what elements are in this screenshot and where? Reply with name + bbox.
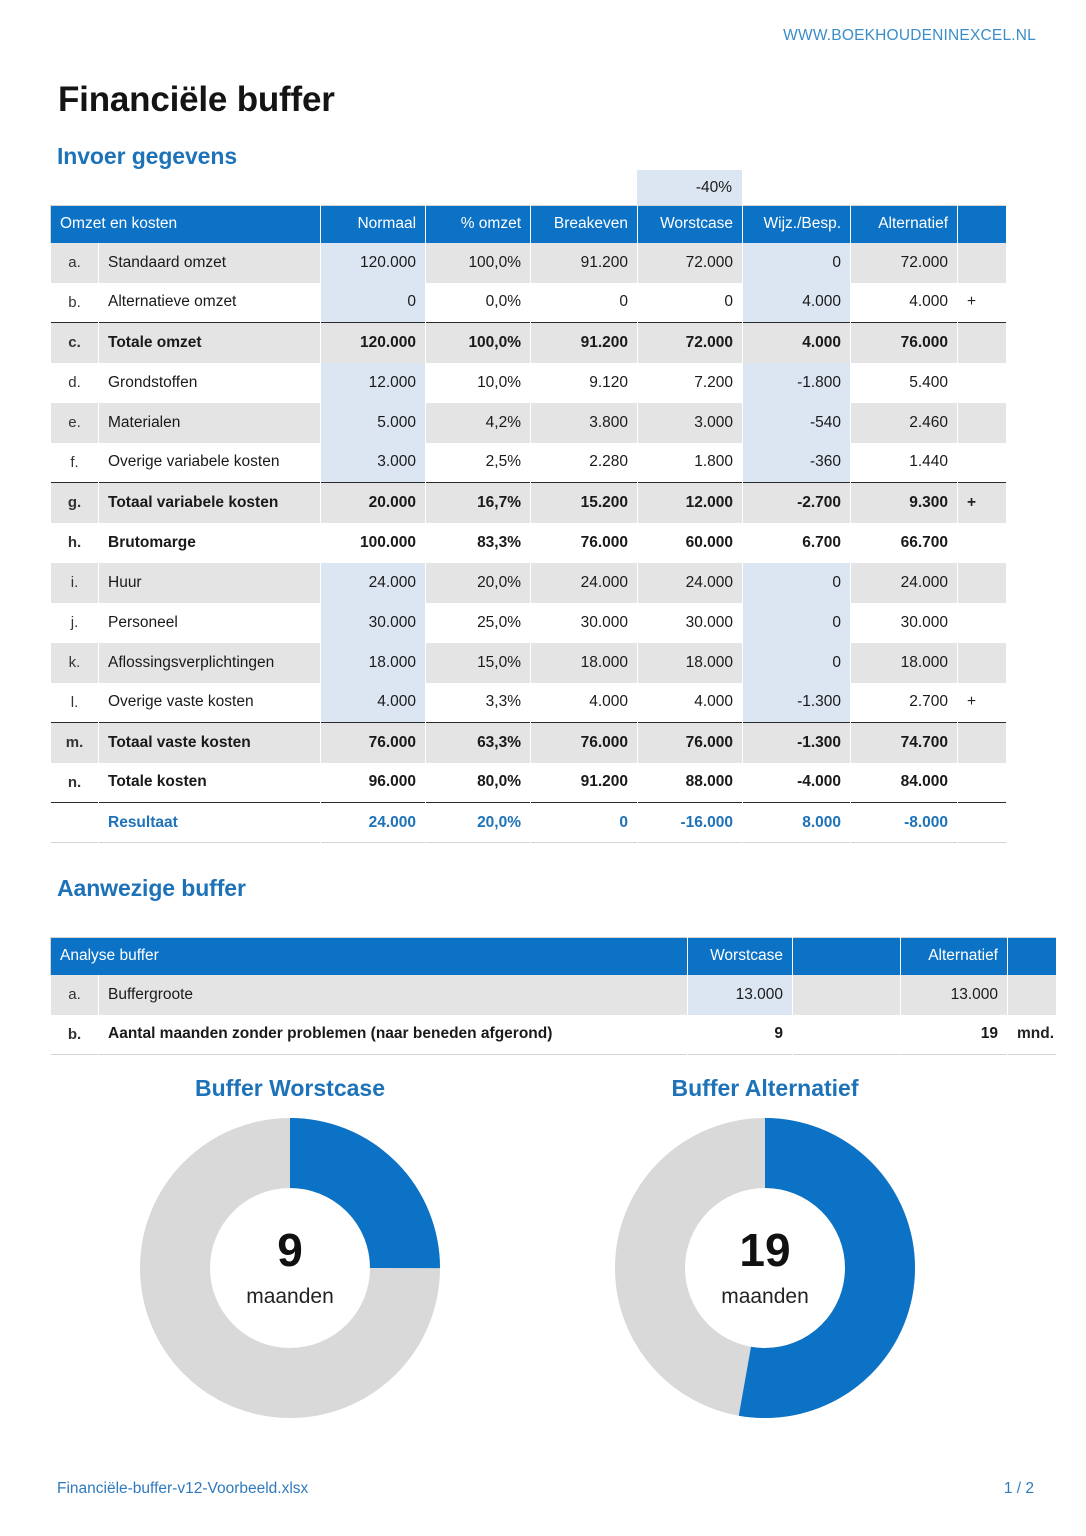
table-row: [51, 243, 1007, 283]
buffer-table-header-row: [51, 938, 1057, 975]
cell-alternatief: 24.000: [851, 563, 958, 603]
buffer-cell-alternatief: 19: [901, 1015, 1008, 1055]
row-label: Totale omzet: [99, 323, 321, 363]
table-row: [51, 563, 1007, 603]
cell-worstcase: 1.800: [638, 443, 743, 483]
cell-wijziging-besparing: 6.700: [743, 523, 851, 563]
buffer-col-header-unit: [1008, 938, 1057, 975]
cell-breakeven: 4.000: [531, 683, 638, 723]
row-label: Overige vaste kosten: [99, 683, 321, 723]
cell-normaal: 20.000: [321, 483, 426, 523]
row-label: Materialen: [99, 403, 321, 443]
cell-breakeven: 91.200: [531, 323, 638, 363]
table-row: [51, 283, 1007, 323]
cell-wijziging-besparing: -1.300: [743, 723, 851, 763]
result-worstcase: -16.000: [638, 803, 743, 843]
cell-plus-marker: [958, 563, 1007, 603]
row-index: h.: [51, 523, 99, 563]
cell-wijziging-besparing[interactable]: 4.000: [743, 283, 851, 323]
cell-breakeven: 76.000: [531, 523, 638, 563]
cell-plus-marker: [958, 643, 1007, 683]
buffer-cell-blank: [793, 975, 901, 1015]
cell-plus-marker: [958, 363, 1007, 403]
cell-worstcase: 12.000: [638, 483, 743, 523]
table-row: [51, 483, 1007, 523]
cell-wijziging-besparing[interactable]: -1.300: [743, 683, 851, 723]
donut-center-worstcase: [140, 1118, 440, 1418]
cell-worstcase: 72.000: [638, 243, 743, 283]
row-index: e.: [51, 403, 99, 443]
cell-plus-marker: [958, 723, 1007, 763]
row-index: k.: [51, 643, 99, 683]
cell-plus-marker: [958, 603, 1007, 643]
cell-pct-omzet: 10,0%: [426, 363, 531, 403]
cell-wijziging-besparing[interactable]: 0: [743, 243, 851, 283]
cell-pct-omzet: 2,5%: [426, 443, 531, 483]
cell-normaal[interactable]: 4.000: [321, 683, 426, 723]
donut-unit-alternatief: maanden: [721, 1285, 809, 1308]
row-index: i.: [51, 563, 99, 603]
chart-title-worstcase: Buffer Worstcase: [194, 1075, 386, 1101]
donut-wrap-worstcase: [140, 1118, 440, 1418]
cell-normaal[interactable]: 0: [321, 283, 426, 323]
cell-wijziging-besparing[interactable]: -540: [743, 403, 851, 443]
cell-alternatief: 72.000: [851, 243, 958, 283]
row-label: Totaal vaste kosten: [99, 723, 321, 763]
cell-wijziging-besparing[interactable]: 0: [743, 603, 851, 643]
result-index: [51, 803, 99, 843]
donut-value-alternatief: 19: [739, 1224, 791, 1276]
cell-alternatief: 84.000: [851, 763, 958, 803]
cell-breakeven: 18.000: [531, 643, 638, 683]
buffer-cell-unit: [1008, 975, 1057, 1015]
col-header-1: Normaal: [321, 206, 426, 243]
cell-breakeven: 91.200: [531, 763, 638, 803]
cell-breakeven: 0: [531, 283, 638, 323]
cell-alternatief: 74.700: [851, 723, 958, 763]
cell-breakeven: 2.280: [531, 443, 638, 483]
cell-worstcase: 76.000: [638, 723, 743, 763]
buffer-row-index: b.: [51, 1015, 99, 1055]
cell-pct-omzet: 63,3%: [426, 723, 531, 763]
cell-normaal: 100.000: [321, 523, 426, 563]
result-plus-marker: [958, 803, 1007, 843]
col-header-3: Breakeven: [531, 206, 638, 243]
chart-buffer-worstcase: [55, 1075, 525, 1418]
cell-pct-omzet: 83,3%: [426, 523, 531, 563]
cell-plus-marker: [958, 443, 1007, 483]
cell-pct-omzet: 3,3%: [426, 683, 531, 723]
result-label: Resultaat: [99, 803, 321, 843]
row-index: c.: [51, 323, 99, 363]
cell-normaal[interactable]: 18.000: [321, 643, 426, 683]
row-index: f.: [51, 443, 99, 483]
row-label: Overige variabele kosten: [99, 443, 321, 483]
table-row: [51, 643, 1007, 683]
table-row: [51, 323, 1007, 363]
col-header-label: Omzet en kosten: [51, 206, 321, 243]
table-row: [51, 523, 1007, 563]
cell-breakeven: 91.200: [531, 243, 638, 283]
cell-alternatief: 2.700: [851, 683, 958, 723]
cell-pct-omzet: 0,0%: [426, 283, 531, 323]
row-index: n.: [51, 763, 99, 803]
row-index: g.: [51, 483, 99, 523]
cell-wijziging-besparing: -4.000: [743, 763, 851, 803]
cell-breakeven: 30.000: [531, 603, 638, 643]
row-label: Standaard omzet: [99, 243, 321, 283]
buffer-cell-alternatief: 13.000: [901, 975, 1008, 1015]
page-title: Financiële buffer: [58, 80, 335, 120]
cell-plus-marker: [958, 523, 1007, 563]
cell-alternatief: 66.700: [851, 523, 958, 563]
cell-wijziging-besparing[interactable]: 0: [743, 643, 851, 683]
buffer-table-row: [51, 975, 1057, 1015]
result-breakeven: 0: [531, 803, 638, 843]
cell-wijziging-besparing: 4.000: [743, 323, 851, 363]
cell-wijziging-besparing[interactable]: 0: [743, 563, 851, 603]
buffer-col-header-label: Analyse buffer: [51, 938, 688, 975]
donut-wrap-alternatief: [615, 1118, 915, 1418]
cell-plus-marker: +: [958, 483, 1007, 523]
col-header-7: [958, 206, 1007, 243]
chart-title-alternatief: Buffer Alternatief: [671, 1075, 859, 1101]
buffer-row-label: Aantal maanden zonder problemen (naar beneden afgerond): [99, 1015, 688, 1055]
row-label: Huur: [99, 563, 321, 603]
cell-wijziging-besparing[interactable]: -1.800: [743, 363, 851, 403]
footer-filename: Financiële-buffer-v12-Voorbeeld.xlsx: [57, 1480, 309, 1497]
table-row: [51, 763, 1007, 803]
cell-breakeven: 9.120: [531, 363, 638, 403]
result-wijziging-besparing: 8.000: [743, 803, 851, 843]
cell-normaal[interactable]: 120.000: [321, 243, 426, 283]
cell-normaal: 96.000: [321, 763, 426, 803]
buffer-col-header-alternatief: Alternatief: [901, 938, 1008, 975]
footer-page-number: 1 / 2: [1003, 1480, 1034, 1497]
cell-pct-omzet: 15,0%: [426, 643, 531, 683]
cell-pct-omzet: 100,0%: [426, 243, 531, 283]
cell-wijziging-besparing[interactable]: -360: [743, 443, 851, 483]
row-label: Totaal variabele kosten: [99, 483, 321, 523]
buffer-table: [50, 937, 1057, 1055]
cell-alternatief: 4.000: [851, 283, 958, 323]
row-index: l.: [51, 683, 99, 723]
buffer-cell-unit: mnd.: [1008, 1015, 1057, 1055]
cell-worstcase: 60.000: [638, 523, 743, 563]
result-alternatief: -8.000: [851, 803, 958, 843]
row-index: d.: [51, 363, 99, 403]
cell-plus-marker: [958, 323, 1007, 363]
chart-buffer-alternatief: [530, 1075, 1000, 1418]
buffer-table-row: [51, 1015, 1057, 1055]
cell-worstcase: 24.000: [638, 563, 743, 603]
buffer-row-index: a.: [51, 975, 99, 1015]
buffer-col-header-blank: [793, 938, 901, 975]
cell-alternatief: 1.440: [851, 443, 958, 483]
cell-breakeven: 15.200: [531, 483, 638, 523]
row-index: j.: [51, 603, 99, 643]
col-header-2: % omzet: [426, 206, 531, 243]
cell-normaal[interactable]: 12.000: [321, 363, 426, 403]
row-label: Totale kosten: [99, 763, 321, 803]
cell-alternatief: 5.400: [851, 363, 958, 403]
cell-worstcase: 3.000: [638, 403, 743, 443]
cell-pct-omzet: 4,2%: [426, 403, 531, 443]
buffer-cell-blank: [793, 1015, 901, 1055]
cell-pct-omzet: 80,0%: [426, 763, 531, 803]
input-table-header-row: [51, 206, 1007, 243]
result-row: [51, 803, 1007, 843]
table-row: [51, 683, 1007, 723]
cell-worstcase: 18.000: [638, 643, 743, 683]
section-heading-invoer: Invoer gegevens: [57, 143, 238, 169]
cell-worstcase: 88.000: [638, 763, 743, 803]
input-table: [50, 205, 1007, 843]
col-header-5: Wijz./Besp.: [743, 206, 851, 243]
cell-normaal[interactable]: 30.000: [321, 603, 426, 643]
cell-alternatief: 18.000: [851, 643, 958, 683]
cell-alternatief: 30.000: [851, 603, 958, 643]
result-pct-omzet: 20,0%: [426, 803, 531, 843]
buffer-cell-worstcase[interactable]: 13.000: [688, 975, 793, 1015]
cell-worstcase: 0: [638, 283, 743, 323]
cell-worstcase: 7.200: [638, 363, 743, 403]
buffer-cell-worstcase: 9: [688, 1015, 793, 1055]
cell-normaal[interactable]: 5.000: [321, 403, 426, 443]
row-label: Personeel: [99, 603, 321, 643]
table-row: [51, 403, 1007, 443]
cell-normaal[interactable]: 24.000: [321, 563, 426, 603]
buffer-row-label: Buffergroote: [99, 975, 688, 1015]
cell-plus-marker: [958, 403, 1007, 443]
cell-normaal[interactable]: 3.000: [321, 443, 426, 483]
cell-normaal: 120.000: [321, 323, 426, 363]
table-row: [51, 443, 1007, 483]
cell-alternatief: 76.000: [851, 323, 958, 363]
result-normaal: 24.000: [321, 803, 426, 843]
cell-pct-omzet: 16,7%: [426, 483, 531, 523]
cell-plus-marker: +: [958, 283, 1007, 323]
row-label: Brutomarge: [99, 523, 321, 563]
donut-unit-worstcase: maanden: [246, 1285, 334, 1308]
cell-plus-marker: [958, 243, 1007, 283]
donut-center-alternatief: [615, 1118, 915, 1418]
cell-pct-omzet: 20,0%: [426, 563, 531, 603]
cell-wijziging-besparing: -2.700: [743, 483, 851, 523]
site-url: WWW.BOEKHOUDENINEXCEL.NL: [783, 27, 1036, 44]
col-header-4: Worstcase: [638, 206, 743, 243]
row-label: Alternatieve omzet: [99, 283, 321, 323]
cell-alternatief: 2.460: [851, 403, 958, 443]
cell-plus-marker: +: [958, 683, 1007, 723]
cell-worstcase: 4.000: [638, 683, 743, 723]
row-index: b.: [51, 283, 99, 323]
row-index: a.: [51, 243, 99, 283]
cell-worstcase: 30.000: [638, 603, 743, 643]
cell-breakeven: 24.000: [531, 563, 638, 603]
cell-breakeven: 3.800: [531, 403, 638, 443]
cell-worstcase: 72.000: [638, 323, 743, 363]
cell-alternatief: 9.300: [851, 483, 958, 523]
cell-pct-omzet: 25,0%: [426, 603, 531, 643]
row-index: m.: [51, 723, 99, 763]
table-row: [51, 363, 1007, 403]
row-label: Aflossingsverplichtingen: [99, 643, 321, 683]
cell-pct-omzet: 100,0%: [426, 323, 531, 363]
scenario-percentage-cell[interactable]: -40%: [637, 170, 742, 206]
table-row: [51, 603, 1007, 643]
donut-value-worstcase: 9: [277, 1224, 303, 1276]
cell-normaal: 76.000: [321, 723, 426, 763]
table-row: [51, 723, 1007, 763]
section-heading-buffer: Aanwezige buffer: [57, 875, 246, 901]
buffer-col-header-worstcase: Worstcase: [688, 938, 793, 975]
cell-breakeven: 76.000: [531, 723, 638, 763]
row-label: Grondstoffen: [99, 363, 321, 403]
col-header-6: Alternatief: [851, 206, 958, 243]
cell-plus-marker: [958, 763, 1007, 803]
